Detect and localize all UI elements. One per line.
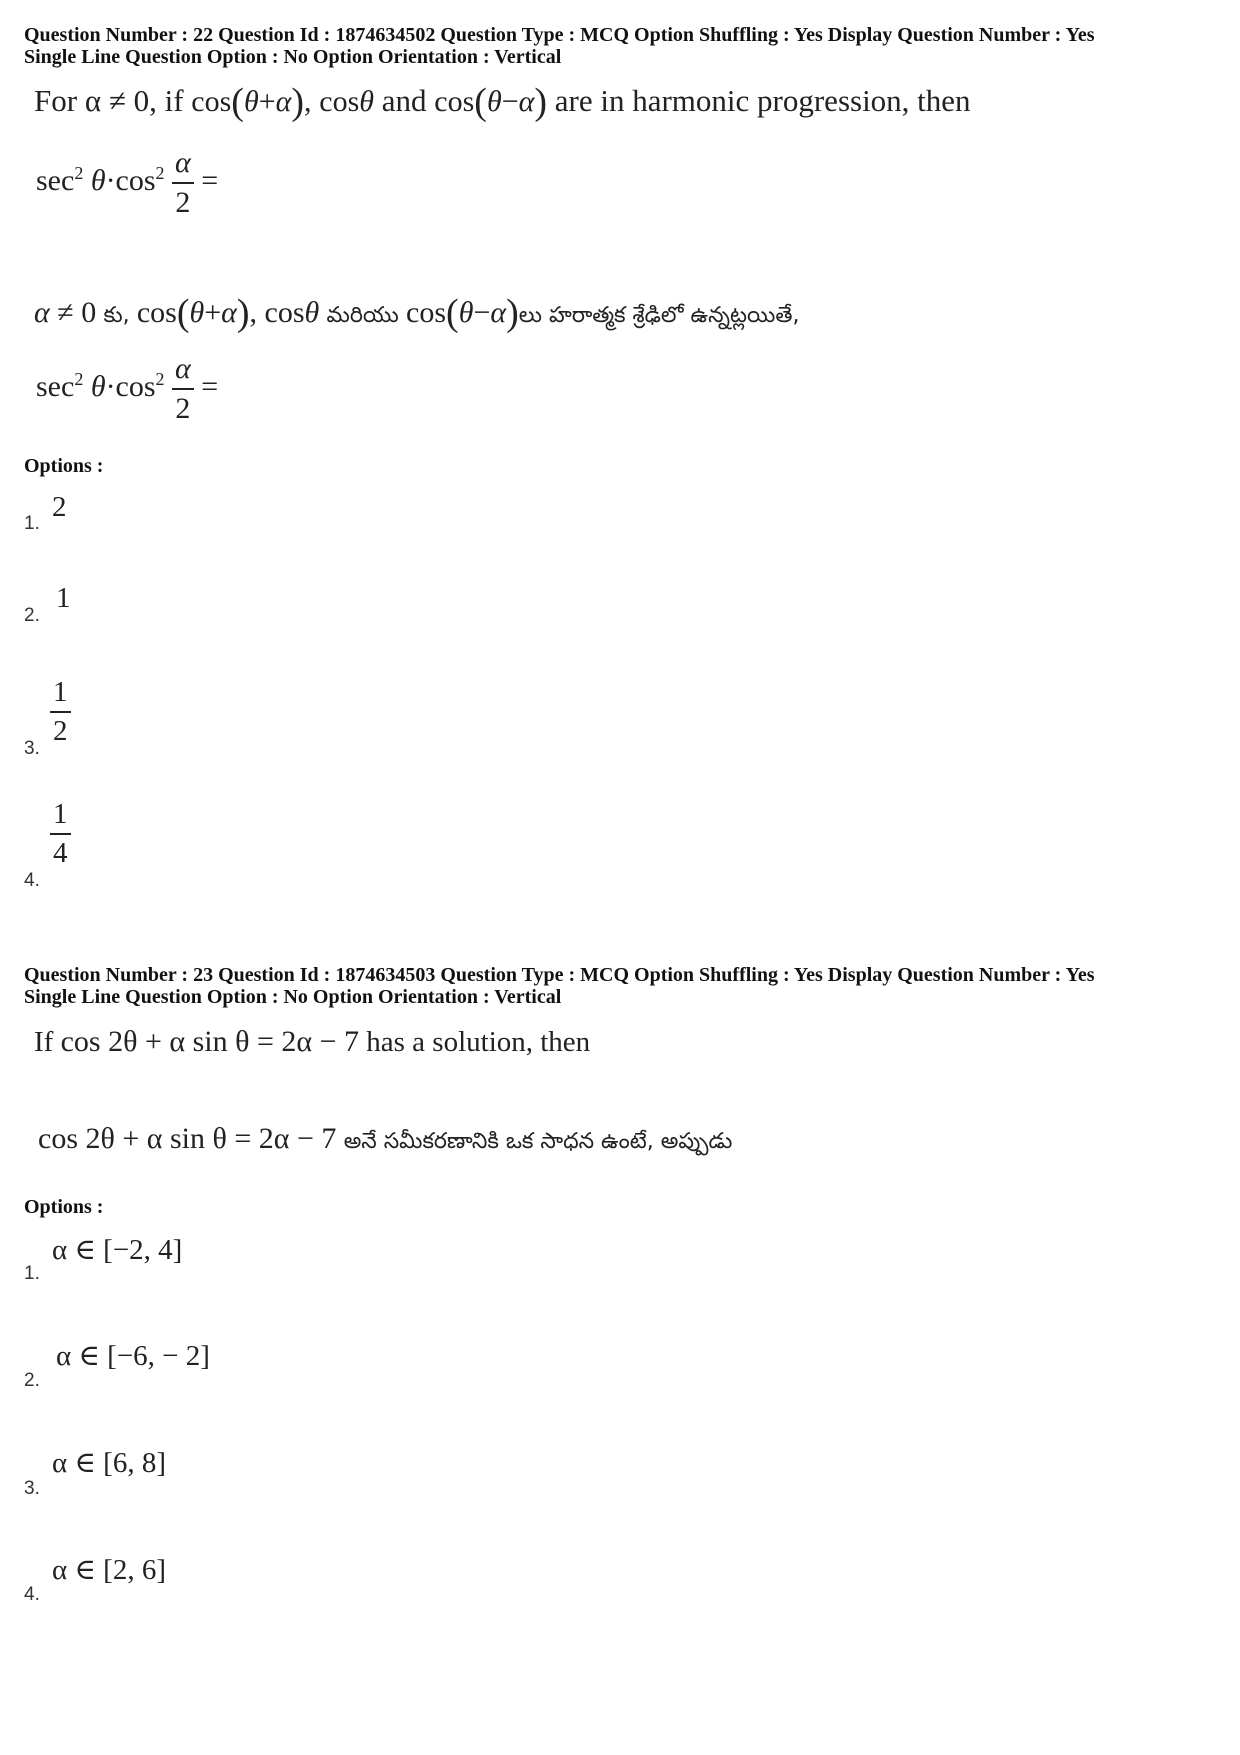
cos-theta-plus-alpha: cos(θ+α), [191, 81, 312, 123]
option-number: 1. [24, 513, 40, 534]
question-22-meta-line-1: Question Number : 22 Question Id : 1874634502 Question Type : MCQ Option Shuffling : Yes Display Question Number : Yes [24, 24, 1095, 46]
option-number: 2. [24, 605, 40, 626]
option-fraction: $\frac{1}{4}$ [50, 800, 71, 868]
option-number: 4. [24, 1584, 40, 1605]
cos-theta-minus-alpha: cos(θ−α) [434, 81, 548, 123]
option-number: 4. [24, 870, 40, 891]
question-22-telugu-stem: α ≠ 0 కు, cos(θ+α), cosθ మరియు cos(θ−α)లు హరాత్మక శ్రేఢిలో ఉన్నట్లయితే, [34, 292, 800, 334]
option-value: α ∈ [−2, 4] [52, 1234, 183, 1266]
option-value: α ∈ [2, 6] [52, 1554, 166, 1586]
option-number: 1. [24, 1263, 40, 1284]
option-value: α ∈ [6, 8] [52, 1447, 166, 1479]
option-value: α ∈ [−6, − 2] [56, 1340, 210, 1372]
option-number: 3. [24, 1478, 40, 1499]
question-23-english-stem: If cos 2θ + α sin θ = 2α − 7 has a solution, then [34, 1025, 591, 1058]
cos-theta: cosθ [319, 85, 375, 118]
question-22 [24, 24, 1216, 68]
option-number: 3. [24, 738, 40, 759]
option-value: 2 [52, 491, 67, 523]
question-22-options-label: Options : [24, 455, 104, 477]
question-22-english-stem: For α ≠ 0, if cos(θ+α), cosθ and cos(θ−α) are in harmonic progression, then [34, 81, 971, 123]
option-number: 2. [24, 1370, 40, 1391]
question-23-options-label: Options : [24, 1196, 104, 1218]
option-fraction: $\frac{1}{2}$ [50, 678, 71, 746]
question-22-telugu-expression: $\sec^2 \theta\cdot\cos^2$ $\frac{\alpha}{2}$ = [36, 352, 219, 425]
question-22-meta-line-2: Single Line Question Option : No Option Orientation : Vertical [24, 46, 562, 68]
question-23-meta-line-1: Question Number : 23 Question Id : 1874634503 Question Type : MCQ Option Shuffling : Yes Display Question Number : Yes [24, 964, 1095, 986]
question-23-meta-line-2: Single Line Question Option : No Option Orientation : Vertical [24, 986, 562, 1008]
option-value: 1 [56, 582, 71, 614]
question-23 [24, 964, 1216, 1008]
question-23-telugu-stem: cos 2θ + α sin θ = 2α − 7 అనే సమీకరణానికి ఒక సాధన ఉంటే, అప్పుడు [38, 1122, 733, 1155]
question-22-english-expression: $\sec^2 \theta\cdot\cos^2$ $\frac{\alpha}{2}$ = [36, 146, 219, 219]
